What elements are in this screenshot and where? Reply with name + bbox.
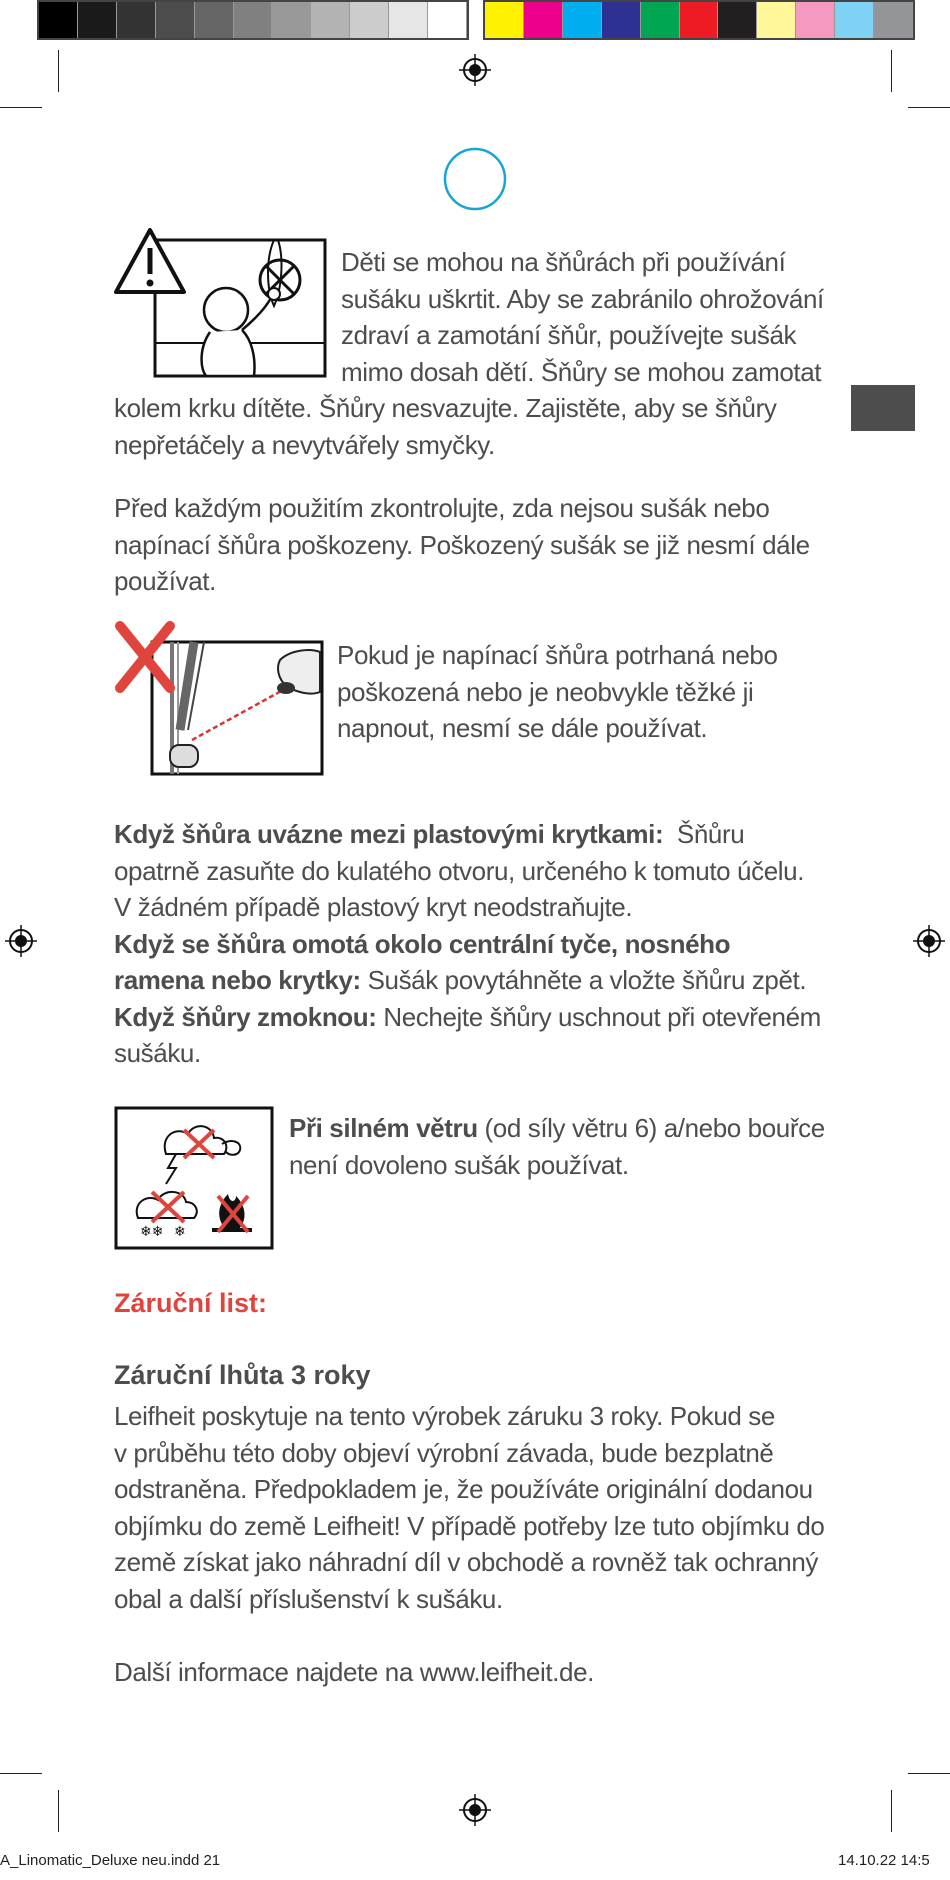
svg-text:❄❄: ❄❄ <box>140 1224 164 1240</box>
section-tab <box>851 385 915 431</box>
color-swatch <box>680 2 719 38</box>
text-line: V žádném případě plastový kryt neodstraňujte. <box>114 892 633 922</box>
tangled-cord-heading: Když se šňůra omotá okolo centrální tyče, nosného <box>114 928 731 959</box>
crop-mark <box>891 1790 892 1832</box>
text-line <box>114 816 834 853</box>
color-swatch <box>311 2 350 38</box>
text-line: napnout, nesmí se dále používat. <box>337 713 708 743</box>
text-line: v průběhu této doby objeví výrobní závada, bude bezplatně <box>114 1437 774 1468</box>
color-swatch <box>563 2 602 38</box>
color-swatch <box>117 2 156 38</box>
color-swatch <box>156 2 195 38</box>
color-swatch <box>39 2 78 38</box>
crop-mark <box>0 107 42 108</box>
crop-mark <box>891 50 892 92</box>
text-line: země získat jako náhradní díl v obchodě a rovněž tak ochranný <box>114 1547 819 1577</box>
color-swatch <box>796 2 835 38</box>
color-swatch <box>272 2 311 38</box>
text-line: Děti se mohou na šňůrách při používání <box>341 247 786 277</box>
text-line: opatrně zasuňte do kulatého otvoru, určeného k tomuto účelu. <box>114 855 805 886</box>
text-line: nepřetáčely a nevytvářely smyčky. <box>114 429 495 460</box>
child-warning-text-bottom <box>114 390 834 463</box>
child-warning-text-top <box>341 244 841 390</box>
page-number-circle-icon <box>442 146 508 212</box>
grayscale-swatches <box>37 0 469 40</box>
color-swatch <box>389 2 428 38</box>
damaged-cord-icon <box>114 620 326 778</box>
tangled-cord-heading: ramena nebo krytky: <box>114 965 361 995</box>
crop-mark <box>58 50 59 92</box>
footer-filename: A_Linomatic_Deluxe neu.indd 21 <box>0 1852 221 1869</box>
color-swatch <box>234 2 273 38</box>
storm-wind-icon <box>114 1106 274 1250</box>
color-swatch <box>718 2 757 38</box>
color-swatch <box>835 2 874 38</box>
text-line <box>289 1110 849 1147</box>
color-swatch <box>602 2 641 38</box>
registration-mark-icon <box>459 1794 491 1826</box>
footer-date: 14.10.22 14:5 <box>838 1852 930 1869</box>
text-line <box>114 926 834 963</box>
text-span: (od síly větru 6) a/nebo bouřce <box>484 1113 825 1143</box>
text-line: poškozená nebo je neobvykle těžké ji <box>337 676 754 707</box>
child-strangulation-warning-icon <box>114 228 328 380</box>
color-swatch <box>485 2 524 38</box>
registration-mark-icon <box>5 925 37 957</box>
check-damage-paragraph <box>114 490 834 600</box>
more-info-text: Další informace najdete na www.leifheit.de. <box>114 1657 594 1687</box>
color-swatch <box>757 2 796 38</box>
color-swatch <box>524 2 563 38</box>
text-line: Před každým použitím zkontrolujte, zda nejsou sušák nebo <box>114 493 770 523</box>
color-swatch <box>195 2 234 38</box>
text-line: používat. <box>114 566 216 596</box>
text-span: Nechejte šňůry uschnout při otevřeném <box>383 1001 821 1032</box>
color-swatch <box>78 2 117 38</box>
text-line: zdraví a zamotání šňůr, používejte sušák <box>341 320 797 350</box>
text-line: sušáku. <box>114 1038 201 1068</box>
print-color-bar <box>37 0 915 40</box>
text-span: Sušák povytáhněte a vložte šňůru zpět. <box>367 965 807 995</box>
text-line: Pokud je napínací šňůra potrhaná nebo <box>337 640 778 670</box>
text-line: mimo dosah dětí. Šňůry se mohou zamotat <box>341 356 822 387</box>
text-line: sušáku uškrtit. Aby se zabránilo ohrožování <box>341 283 824 314</box>
text-line: kolem krku dítěte. Šňůry nesvazujte. Zajistěte, aby se šňůry <box>114 393 777 423</box>
text-line: odstraněna. Předpokladem je, že používáte originální dodanou <box>114 1474 813 1504</box>
text-line <box>114 962 834 999</box>
crop-mark <box>908 1773 950 1774</box>
text-span: Šňůru <box>676 819 745 849</box>
warranty-paragraph <box>114 1398 834 1617</box>
registration-mark-icon <box>459 54 491 86</box>
text-line: objímku do země Leifheit! V případě potřeby lze tuto objímku do <box>114 1510 825 1541</box>
color-swatch <box>874 2 913 38</box>
troubleshooting-paragraph <box>114 816 834 1072</box>
crop-mark <box>58 1790 59 1832</box>
registration-mark-icon <box>913 925 945 957</box>
crop-mark <box>908 107 950 108</box>
color-swatch <box>350 2 389 38</box>
wind-warning-heading: Při silném větru <box>289 1113 478 1143</box>
wind-warning-text <box>289 1110 849 1183</box>
text-line: obal a další příslušenství k sušáku. <box>114 1583 503 1614</box>
damaged-cord-text <box>337 637 837 747</box>
text-line: Leifheit poskytuje na tento výrobek záruku 3 roky. Pokud se <box>114 1401 775 1431</box>
process-color-swatches <box>483 0 915 40</box>
color-swatch <box>428 2 467 38</box>
wet-cord-heading: Když šňůry zmoknou: <box>114 1001 377 1032</box>
warranty-title: Záruční list: <box>114 1288 268 1318</box>
text-line: není dovoleno sušák používat. <box>289 1149 629 1180</box>
text-line: napínací šňůra poškozeny. Poškozený sušák se již nesmí dále <box>114 529 810 560</box>
stuck-cord-heading: Když šňůra uvázne mezi plastovými krytkami: <box>114 819 664 849</box>
text-line <box>114 999 834 1036</box>
svg-text:❄: ❄ <box>174 1224 186 1240</box>
color-swatch <box>641 2 680 38</box>
warranty-subtitle: Záruční lhůta 3 roky <box>114 1360 371 1390</box>
crop-mark <box>0 1773 42 1774</box>
